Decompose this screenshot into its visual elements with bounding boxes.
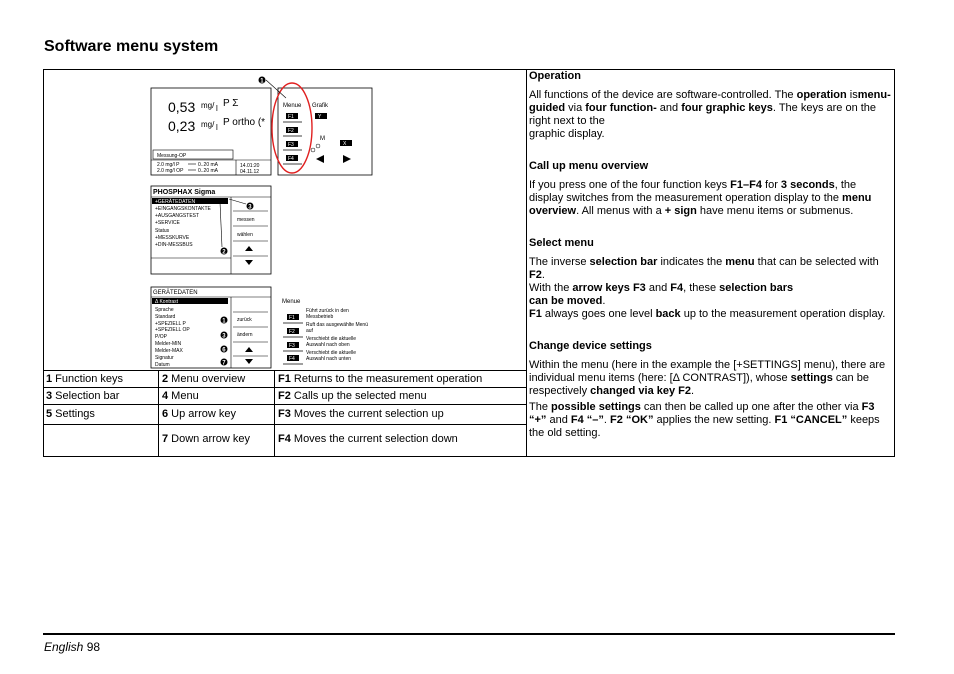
screen-title: GERÄTEDATEN bbox=[153, 290, 198, 296]
menu-item: Melder-MIN bbox=[155, 341, 182, 347]
marker-3: 3 bbox=[222, 333, 226, 340]
unit-label: mg/ bbox=[201, 120, 215, 129]
menu-item: +AUSGANGSTEST bbox=[155, 213, 200, 219]
legend-title: Menue bbox=[282, 299, 301, 305]
footer-rule bbox=[43, 633, 895, 635]
table-cell: F1 Returns to the measurement operation bbox=[278, 373, 483, 385]
menu-label: Menue bbox=[283, 103, 302, 109]
table-cell: 4 Menu bbox=[162, 390, 199, 402]
right-arrow-icon bbox=[343, 155, 351, 163]
text-column bbox=[529, 70, 891, 440]
f4-key: F4 bbox=[289, 356, 295, 362]
page-number: 98 bbox=[86, 640, 101, 654]
output-row: 2.0 mg/l OP bbox=[157, 168, 184, 174]
menu-item: +SPEZIELL P bbox=[155, 321, 186, 327]
unit-label: l bbox=[216, 104, 218, 113]
output-value: 0..20 mA bbox=[198, 162, 219, 168]
menu-item: Melder-MAX bbox=[155, 348, 183, 354]
reading-value: 0,23 bbox=[168, 118, 196, 134]
menu-item: Standard bbox=[155, 314, 176, 320]
x-key: X bbox=[343, 141, 347, 147]
marker-3: 3 bbox=[248, 204, 252, 211]
menu-item: Status bbox=[155, 228, 170, 234]
menu-item: +SERVICE bbox=[155, 220, 180, 226]
marker-1: 1 bbox=[222, 318, 226, 325]
menu-item: +SPEZIELL OP bbox=[155, 327, 190, 333]
menu-item: +MESSKURVE bbox=[155, 235, 190, 241]
menu-item: Signatur bbox=[155, 355, 174, 361]
f1-key: F1 bbox=[289, 315, 295, 321]
legend-desc: Führt zurück in den Messbetrieb bbox=[306, 308, 349, 320]
output-value: 0..20 mA bbox=[198, 168, 219, 174]
f3-key: F3 bbox=[288, 142, 294, 148]
parameter-label: P ortho (* bbox=[223, 117, 266, 128]
menu-item: Datum bbox=[155, 362, 170, 368]
parameter-label: P Σ bbox=[223, 98, 239, 109]
output-row: 2.0 mg/l P bbox=[157, 162, 180, 168]
menu-item: Sprache bbox=[155, 307, 174, 313]
section-heading: Call up menu overview bbox=[529, 160, 649, 172]
marker-7: 7 bbox=[222, 360, 226, 367]
unit-label: mg/ bbox=[201, 101, 215, 110]
m-label: M bbox=[320, 136, 325, 142]
table-cell: 6 Up arrow key bbox=[162, 408, 236, 420]
f2-key: F2 bbox=[289, 329, 295, 335]
key-label: zurück bbox=[237, 317, 252, 323]
f4-key: F4 bbox=[288, 156, 294, 162]
y-key: Y bbox=[318, 114, 322, 120]
paragraph: The inverse selection bar indicates the menu that can be selected with F2. With the arrow keys F3 and F4, these selection bars can be moved. F1 always goes one level back up to the measurement operation display. bbox=[529, 256, 886, 320]
key-label: ändern bbox=[237, 332, 253, 338]
legend-desc: Ruft das ausgewählte Menü auf bbox=[306, 322, 368, 334]
table-cell: F2 Calls up the selected menu bbox=[278, 390, 427, 402]
paragraph: If you press one of the four function keys F1–F4 for 3 seconds, the display switches from the measurement operation display to the menu overview. All menus with a + sign have menu items or submenus. bbox=[529, 179, 872, 217]
marker-2: 2 bbox=[222, 249, 226, 256]
up-arrow-icon bbox=[245, 246, 253, 251]
menu-item: +DIN-MESSBUS bbox=[155, 242, 193, 248]
page-footer bbox=[44, 640, 100, 654]
left-arrow-icon bbox=[316, 155, 324, 163]
page-title: Software menu system bbox=[44, 38, 219, 55]
paragraph: All functions of the device are software-controlled. The operation ismenu-guided via four function- and four graphic keys. The keys are on the right next to the graphic display. bbox=[529, 89, 891, 140]
date-text: 04.11.12 bbox=[240, 169, 260, 175]
paragraph: Within the menu (here in the example the [+SETTINGS] menu), there are individual menu items (here: [Δ CONTRAST]), whose settings can be respectively changed via key F2. bbox=[529, 359, 886, 397]
f2-key: F2 bbox=[288, 128, 294, 134]
marker-6: 6 bbox=[222, 347, 226, 354]
status-text: Messung-OP bbox=[157, 153, 187, 159]
key-label: messen bbox=[237, 217, 255, 223]
reading-value: 0,53 bbox=[168, 99, 196, 115]
screen-title: PHOSPHAX Sigma bbox=[153, 189, 216, 196]
table-cell: 3 Selection bar bbox=[46, 390, 120, 402]
section-heading: Operation bbox=[529, 70, 581, 82]
paragraph: The possible settings can then be called up one after the other via F3 “+” and F4 “–”. F2 “OK” applies the new setting. F1 “CANCEL” keeps the old setting. bbox=[529, 401, 880, 439]
legend-desc: Verschiebt die aktuelle Auswahl nach oben bbox=[306, 336, 357, 348]
legend-desc: Verschiebt die aktuelle Auswahl nach unten bbox=[306, 350, 357, 362]
table-cell: 5 Settings bbox=[46, 408, 95, 420]
menu-item: P/OP bbox=[155, 334, 167, 340]
f1-key: F1 bbox=[288, 114, 294, 120]
marker-1: 1 bbox=[260, 78, 264, 85]
down-arrow-icon bbox=[245, 260, 253, 265]
table-cell: 1 Function keys bbox=[46, 373, 124, 385]
table-cell: F3 Moves the current selection up bbox=[278, 408, 444, 420]
table-cell: F4 Moves the current selection down bbox=[278, 433, 458, 445]
graph-label: Grafik bbox=[312, 103, 329, 109]
table-cell: 7 Down arrow key bbox=[162, 433, 251, 445]
down-arrow-icon bbox=[245, 359, 253, 364]
menu-item: +EINGANGSKONTAKTE bbox=[155, 206, 211, 212]
menu-item: +GERÄTEDATEN bbox=[155, 199, 196, 205]
up-arrow-icon bbox=[245, 347, 253, 352]
table-cell: 2 Menu overview bbox=[162, 373, 246, 385]
key-label: wählen bbox=[237, 232, 253, 238]
menu-item: Δ Kontrast bbox=[155, 299, 179, 305]
unit-label: l bbox=[216, 123, 218, 132]
footer-language: English bbox=[44, 640, 84, 654]
section-heading: Change device settings bbox=[529, 340, 652, 352]
section-heading: Select menu bbox=[529, 237, 594, 249]
f3-key: F3 bbox=[289, 343, 295, 349]
time-text: 14.01:20 bbox=[240, 163, 260, 169]
